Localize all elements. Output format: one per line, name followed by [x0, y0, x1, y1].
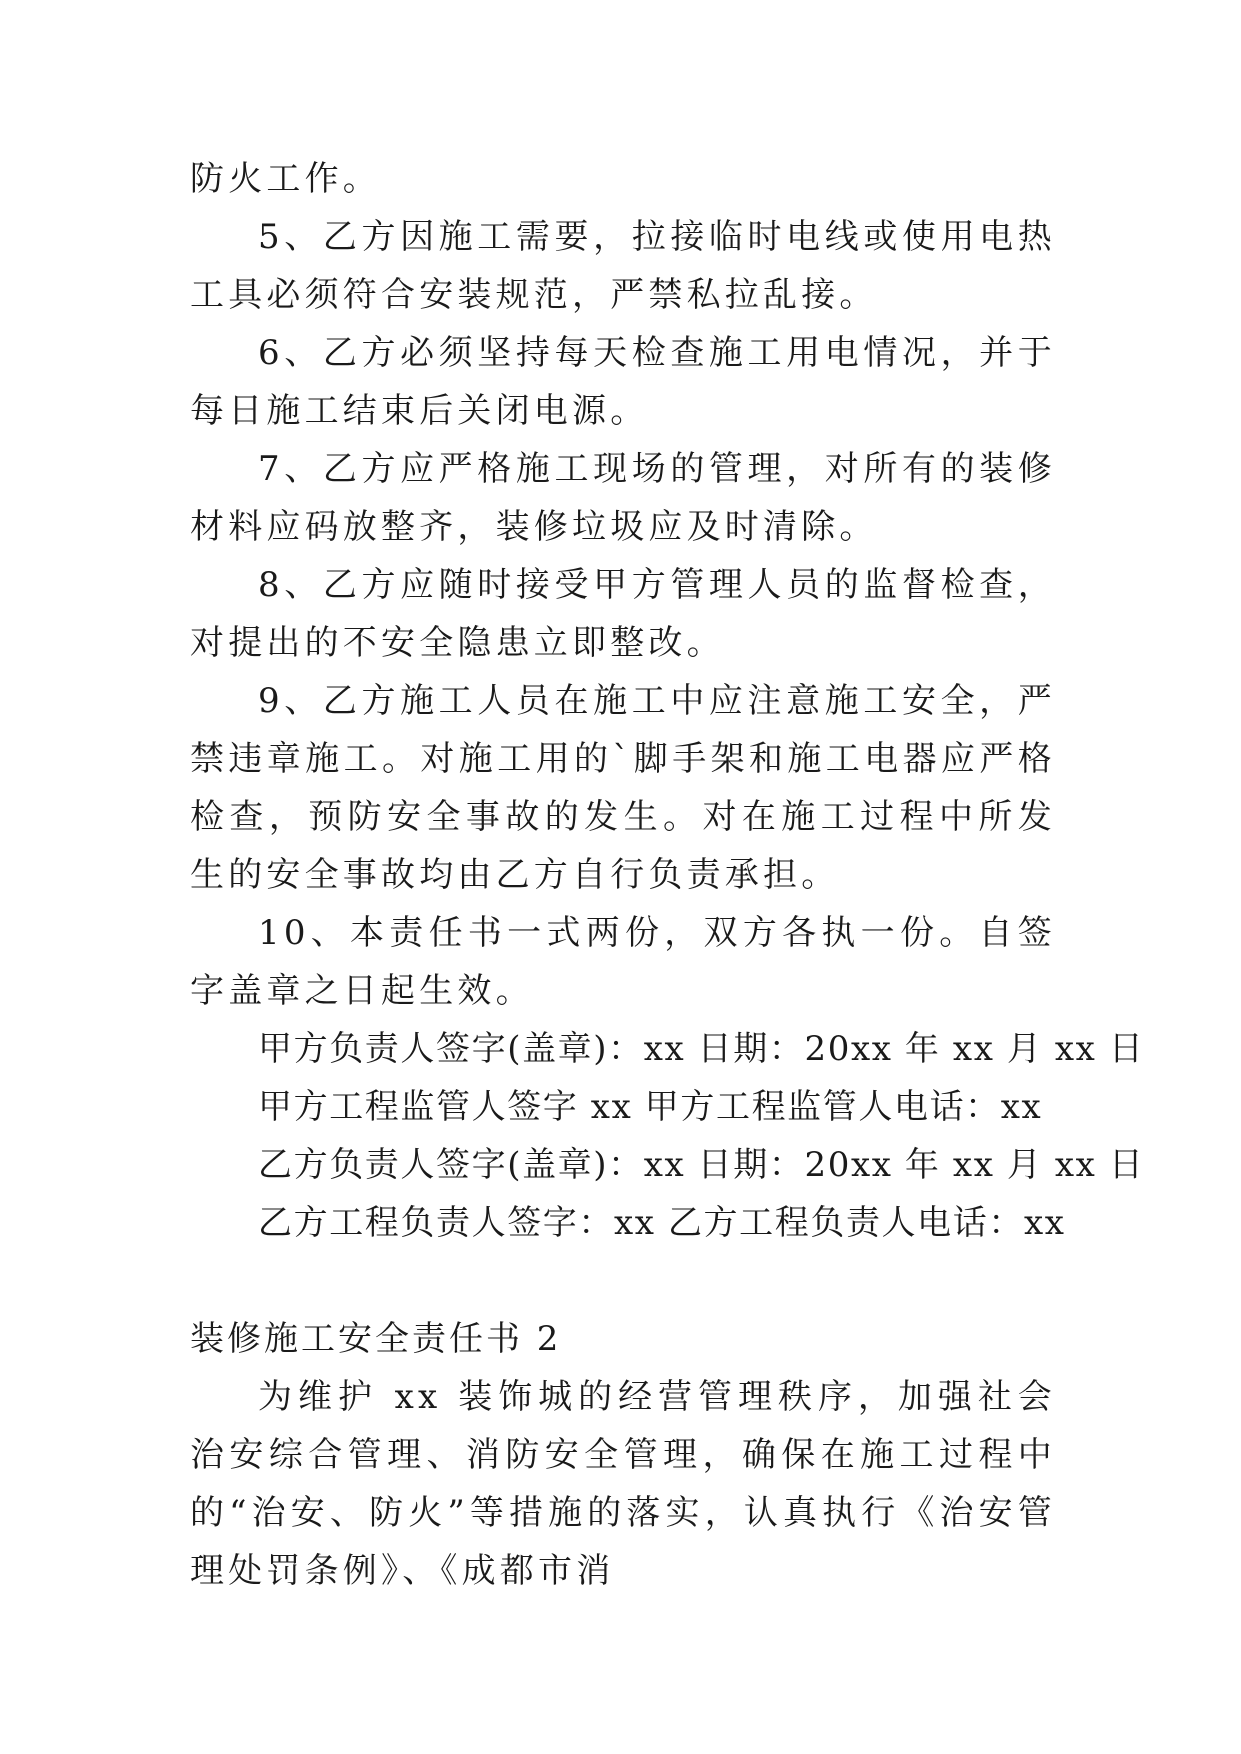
party-b-signature-line: 乙方负责人签字(盖章)：xx 日期：20xx 年 xx 月 xx 日 [258, 1145, 1145, 1185]
clause-5: 5、乙方因施工需要，拉接临时电线或使用电热工具必须符合安装规范，严禁私拉乱接。 [190, 217, 1056, 315]
document-page [190, 150, 1145, 1600]
clause-10: 10、本责任书一式两份，双方各执一份。自签字盖章之日起生效。 [190, 913, 1056, 1011]
clause-6: 6、乙方必须坚持每天检查施工用电情况，并于每日施工结束后关闭电源。 [190, 333, 1056, 431]
section-intro-paragraph: 为维护 xx 装饰城的经营管理秩序，加强社会治安综合管理、消防安全管理，确保在施工过程中的“治安、防火”等措施的落实，认真执行《治安管理处罚条例》、《成都市消 [190, 1377, 1056, 1591]
party-a-supervisor-line: 甲方工程监管人签字 xx 甲方工程监管人电话：xx [258, 1087, 1043, 1127]
section-title: 装修施工安全责任书 2 [190, 1319, 562, 1359]
clause-8: 8、乙方应随时接受甲方管理人员的监督检查，对提出的不安全隐患立即整改。 [190, 565, 1056, 663]
paragraph-continuation: 防火工作。 [190, 159, 381, 199]
clause-9: 9、乙方施工人员在施工中应注意施工安全，严禁违章施工。对施工用的`脚手架和施工电器应严格检查，预防安全事故的发生。对在施工过程中所发生的安全事故均由乙方自行负责承担。 [190, 681, 1056, 895]
clause-7: 7、乙方应严格施工现场的管理，对所有的装修材料应码放整齐，装修垃圾应及时清除。 [190, 449, 1056, 547]
party-a-signature-line: 甲方负责人签字(盖章)：xx 日期：20xx 年 xx 月 xx 日 [258, 1029, 1145, 1069]
party-b-manager-line: 乙方工程负责人签字：xx 乙方工程负责人电话：xx [258, 1203, 1066, 1243]
